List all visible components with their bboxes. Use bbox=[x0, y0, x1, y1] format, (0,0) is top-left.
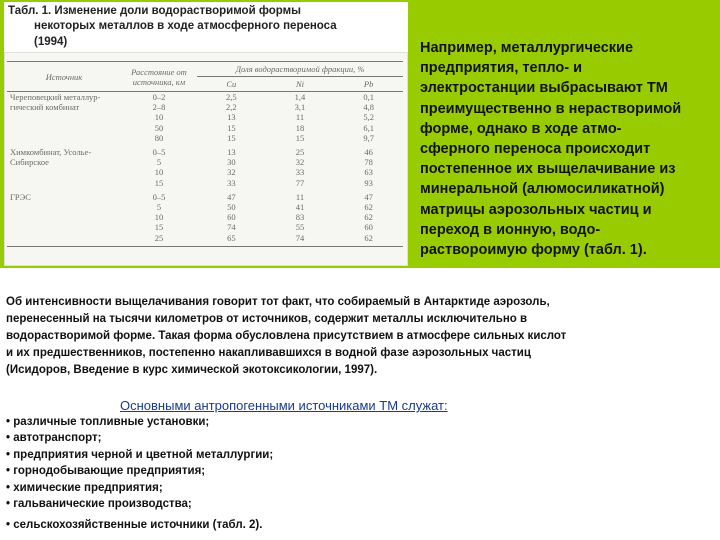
source-cell bbox=[7, 233, 121, 247]
source-cell: Череповецкий металлур- bbox=[10, 92, 101, 102]
paragraph-line: перенесенный на тысячи километров от источников, содержит металлы исключительно в bbox=[6, 313, 528, 325]
caption-line-3: (1994) bbox=[34, 36, 68, 48]
ni-cell: 55 bbox=[295, 222, 305, 233]
paragraph-line: водорастворимой форме. Такая форма обусловлена присутствием в атмосфере сильных кислот bbox=[6, 330, 567, 342]
cu-cell: 32 bbox=[227, 167, 236, 178]
distance-cell: 50 bbox=[154, 122, 164, 133]
source-cell bbox=[7, 222, 121, 232]
cu-cell: 2,2 bbox=[226, 102, 237, 113]
pb-cell: 62 bbox=[334, 233, 403, 247]
cu-cell: 47 bbox=[227, 191, 236, 202]
pb-cell: 6,1 bbox=[363, 122, 374, 133]
cu-cell: 15 bbox=[227, 122, 236, 133]
table-row bbox=[7, 233, 403, 247]
list-item: • горнодобывающие предприятия; bbox=[6, 465, 206, 478]
ni-cell: 32 bbox=[295, 157, 305, 168]
table-row bbox=[7, 212, 403, 222]
pb-cell: 62 bbox=[364, 202, 373, 213]
source-cell: гический комбинат bbox=[10, 102, 80, 113]
source-cell bbox=[7, 167, 121, 177]
table-row bbox=[7, 133, 403, 143]
cu-cell: 74 bbox=[227, 222, 236, 233]
list-item: • сельскохозяйственные источники (табл. 2). bbox=[6, 519, 263, 532]
scanned-table-image bbox=[4, 52, 408, 266]
source-cell: Сибирское bbox=[10, 157, 49, 168]
cu-cell: 60 bbox=[227, 212, 236, 223]
source-cell bbox=[7, 202, 121, 212]
table-row bbox=[7, 102, 403, 112]
pb-cell: 60 bbox=[364, 222, 373, 233]
list-item: • гальванические производства; bbox=[6, 497, 192, 510]
pb-cell: 78 bbox=[364, 157, 373, 168]
ni-cell: 11 bbox=[295, 112, 305, 123]
distance-cell: 0–5 bbox=[152, 147, 166, 158]
paragraph-line: Об интенсивности выщелачивания говорит тот факт, что собираемый в Антарктиде аэрозоль, bbox=[6, 296, 550, 308]
pb-cell: 47 bbox=[364, 191, 373, 202]
ni-cell: 1,4 bbox=[294, 92, 306, 102]
sources-list bbox=[6, 414, 706, 534]
paragraph-block bbox=[6, 294, 716, 379]
table-row bbox=[7, 167, 403, 177]
distance-cell: 10 bbox=[154, 212, 164, 223]
table-row bbox=[7, 222, 403, 232]
source-cell: Химкомбинат, Усолье- bbox=[10, 147, 92, 158]
table-row bbox=[7, 202, 403, 212]
distance-cell: 10 bbox=[154, 112, 164, 123]
table-row bbox=[7, 112, 403, 122]
pb-cell: 9,7 bbox=[363, 132, 374, 143]
ni-cell: 15 bbox=[295, 132, 305, 143]
right-text-line: электростанции выбрасывают ТМ bbox=[420, 80, 668, 97]
header-pb: Pb bbox=[334, 77, 403, 92]
ni-cell: 25 bbox=[295, 147, 305, 158]
cu-cell: 50 bbox=[227, 202, 236, 213]
pb-cell: 62 bbox=[364, 212, 373, 223]
ni-cell: 41 bbox=[295, 202, 305, 213]
cu-cell: 13 bbox=[227, 147, 236, 158]
ni-cell: 83 bbox=[295, 212, 305, 223]
cu-cell: 65 bbox=[197, 233, 266, 247]
cu-cell: 33 bbox=[227, 177, 236, 188]
list-item: • автотранспорт; bbox=[6, 432, 102, 445]
pb-cell: 63 bbox=[364, 167, 373, 178]
distance-cell: 10 bbox=[154, 167, 164, 178]
right-text-block bbox=[420, 38, 716, 260]
pb-cell: 0,1 bbox=[363, 92, 374, 102]
cu-cell: 13 bbox=[227, 112, 236, 123]
pb-cell: 4,8 bbox=[363, 102, 374, 113]
pb-cell: 46 bbox=[364, 147, 373, 158]
table-caption bbox=[4, 2, 408, 54]
source-cell bbox=[7, 133, 121, 143]
ni-cell: 74 bbox=[266, 233, 335, 247]
source-cell bbox=[7, 178, 121, 188]
header-ni: Ni bbox=[266, 77, 335, 92]
ni-cell: 33 bbox=[295, 167, 305, 178]
ni-cell: 3,1 bbox=[294, 102, 306, 113]
pb-cell: 93 bbox=[364, 177, 373, 188]
caption-line-2: некоторых металлов в ходе атмосферного переноса bbox=[34, 20, 337, 32]
distance-cell: 80 bbox=[154, 132, 164, 143]
distance-cell: 0–2 bbox=[152, 92, 166, 102]
table-row bbox=[7, 123, 403, 133]
distance-cell: 2–8 bbox=[152, 102, 166, 113]
pb-cell: 5,2 bbox=[363, 112, 374, 123]
distance-cell: 0–5 bbox=[152, 191, 166, 202]
right-text-line: сферного переноса происходит bbox=[420, 141, 651, 158]
paragraph-line: и их предшественников, постепенно накапливавшихся в водной фазе аэрозольных частиц bbox=[6, 347, 531, 359]
sources-heading: Основными антропогенными источниками ТМ служат: bbox=[120, 398, 448, 413]
source-cell bbox=[7, 123, 121, 133]
right-text-line: Например, металлургические bbox=[420, 40, 634, 56]
table-row bbox=[7, 92, 403, 103]
header-cu: Cu bbox=[197, 77, 266, 92]
distance-cell: 5 bbox=[156, 202, 162, 213]
right-text-line: постепенное их выщелачивание из bbox=[420, 161, 676, 178]
cu-cell: 30 bbox=[227, 157, 236, 168]
header-fraction: Доля водорастворимой фракции, % bbox=[197, 62, 403, 77]
list-item: • различные топливные установки; bbox=[6, 416, 210, 428]
header-distance: Расстояние от источника, км bbox=[121, 62, 197, 92]
list-item: • предприятия черной и цветной металлургии; bbox=[6, 448, 274, 461]
ni-cell: 77 bbox=[295, 177, 305, 188]
header-source: Источник bbox=[7, 62, 121, 92]
metal-fraction-table bbox=[7, 61, 403, 247]
right-text-line: форме, однако в ходе атмо- bbox=[420, 120, 622, 137]
source-cell: ГРЭС bbox=[10, 191, 31, 202]
ni-cell: 18 bbox=[295, 122, 305, 133]
cu-cell: 15 bbox=[227, 132, 236, 143]
ni-cell: 11 bbox=[295, 191, 305, 202]
right-text-line: переход в ионную, водо- bbox=[420, 221, 601, 238]
right-text-line: минеральной (алюмосиликатной) bbox=[420, 181, 665, 198]
source-cell bbox=[7, 112, 121, 122]
source-cell bbox=[7, 212, 121, 222]
right-text-line: раствороимую форму (табл. 1). bbox=[420, 242, 647, 259]
paragraph-line: (Исидоров, Введение в курс химической экотоксикологии, 1997). bbox=[6, 364, 378, 376]
distance-cell: 25 bbox=[121, 233, 197, 247]
table-body bbox=[7, 92, 403, 247]
list-item: • химические предприятия; bbox=[6, 481, 163, 494]
right-text-line: матрицы аэрозольных частиц и bbox=[420, 201, 652, 218]
right-text-line: предприятия, тепло- и bbox=[420, 60, 582, 77]
cu-cell: 2,5 bbox=[226, 92, 237, 102]
table-row bbox=[7, 143, 403, 157]
distance-cell: 15 bbox=[154, 177, 164, 188]
caption-line-1: Табл. 1. Изменение доли водорастворимой формы bbox=[8, 5, 301, 17]
distance-cell: 15 bbox=[154, 222, 164, 233]
table-row bbox=[7, 157, 403, 167]
table-row bbox=[7, 178, 403, 188]
distance-cell: 5 bbox=[156, 157, 162, 168]
right-text-line: преимущественно в нерастворимой bbox=[420, 100, 682, 117]
table-row bbox=[7, 188, 403, 202]
